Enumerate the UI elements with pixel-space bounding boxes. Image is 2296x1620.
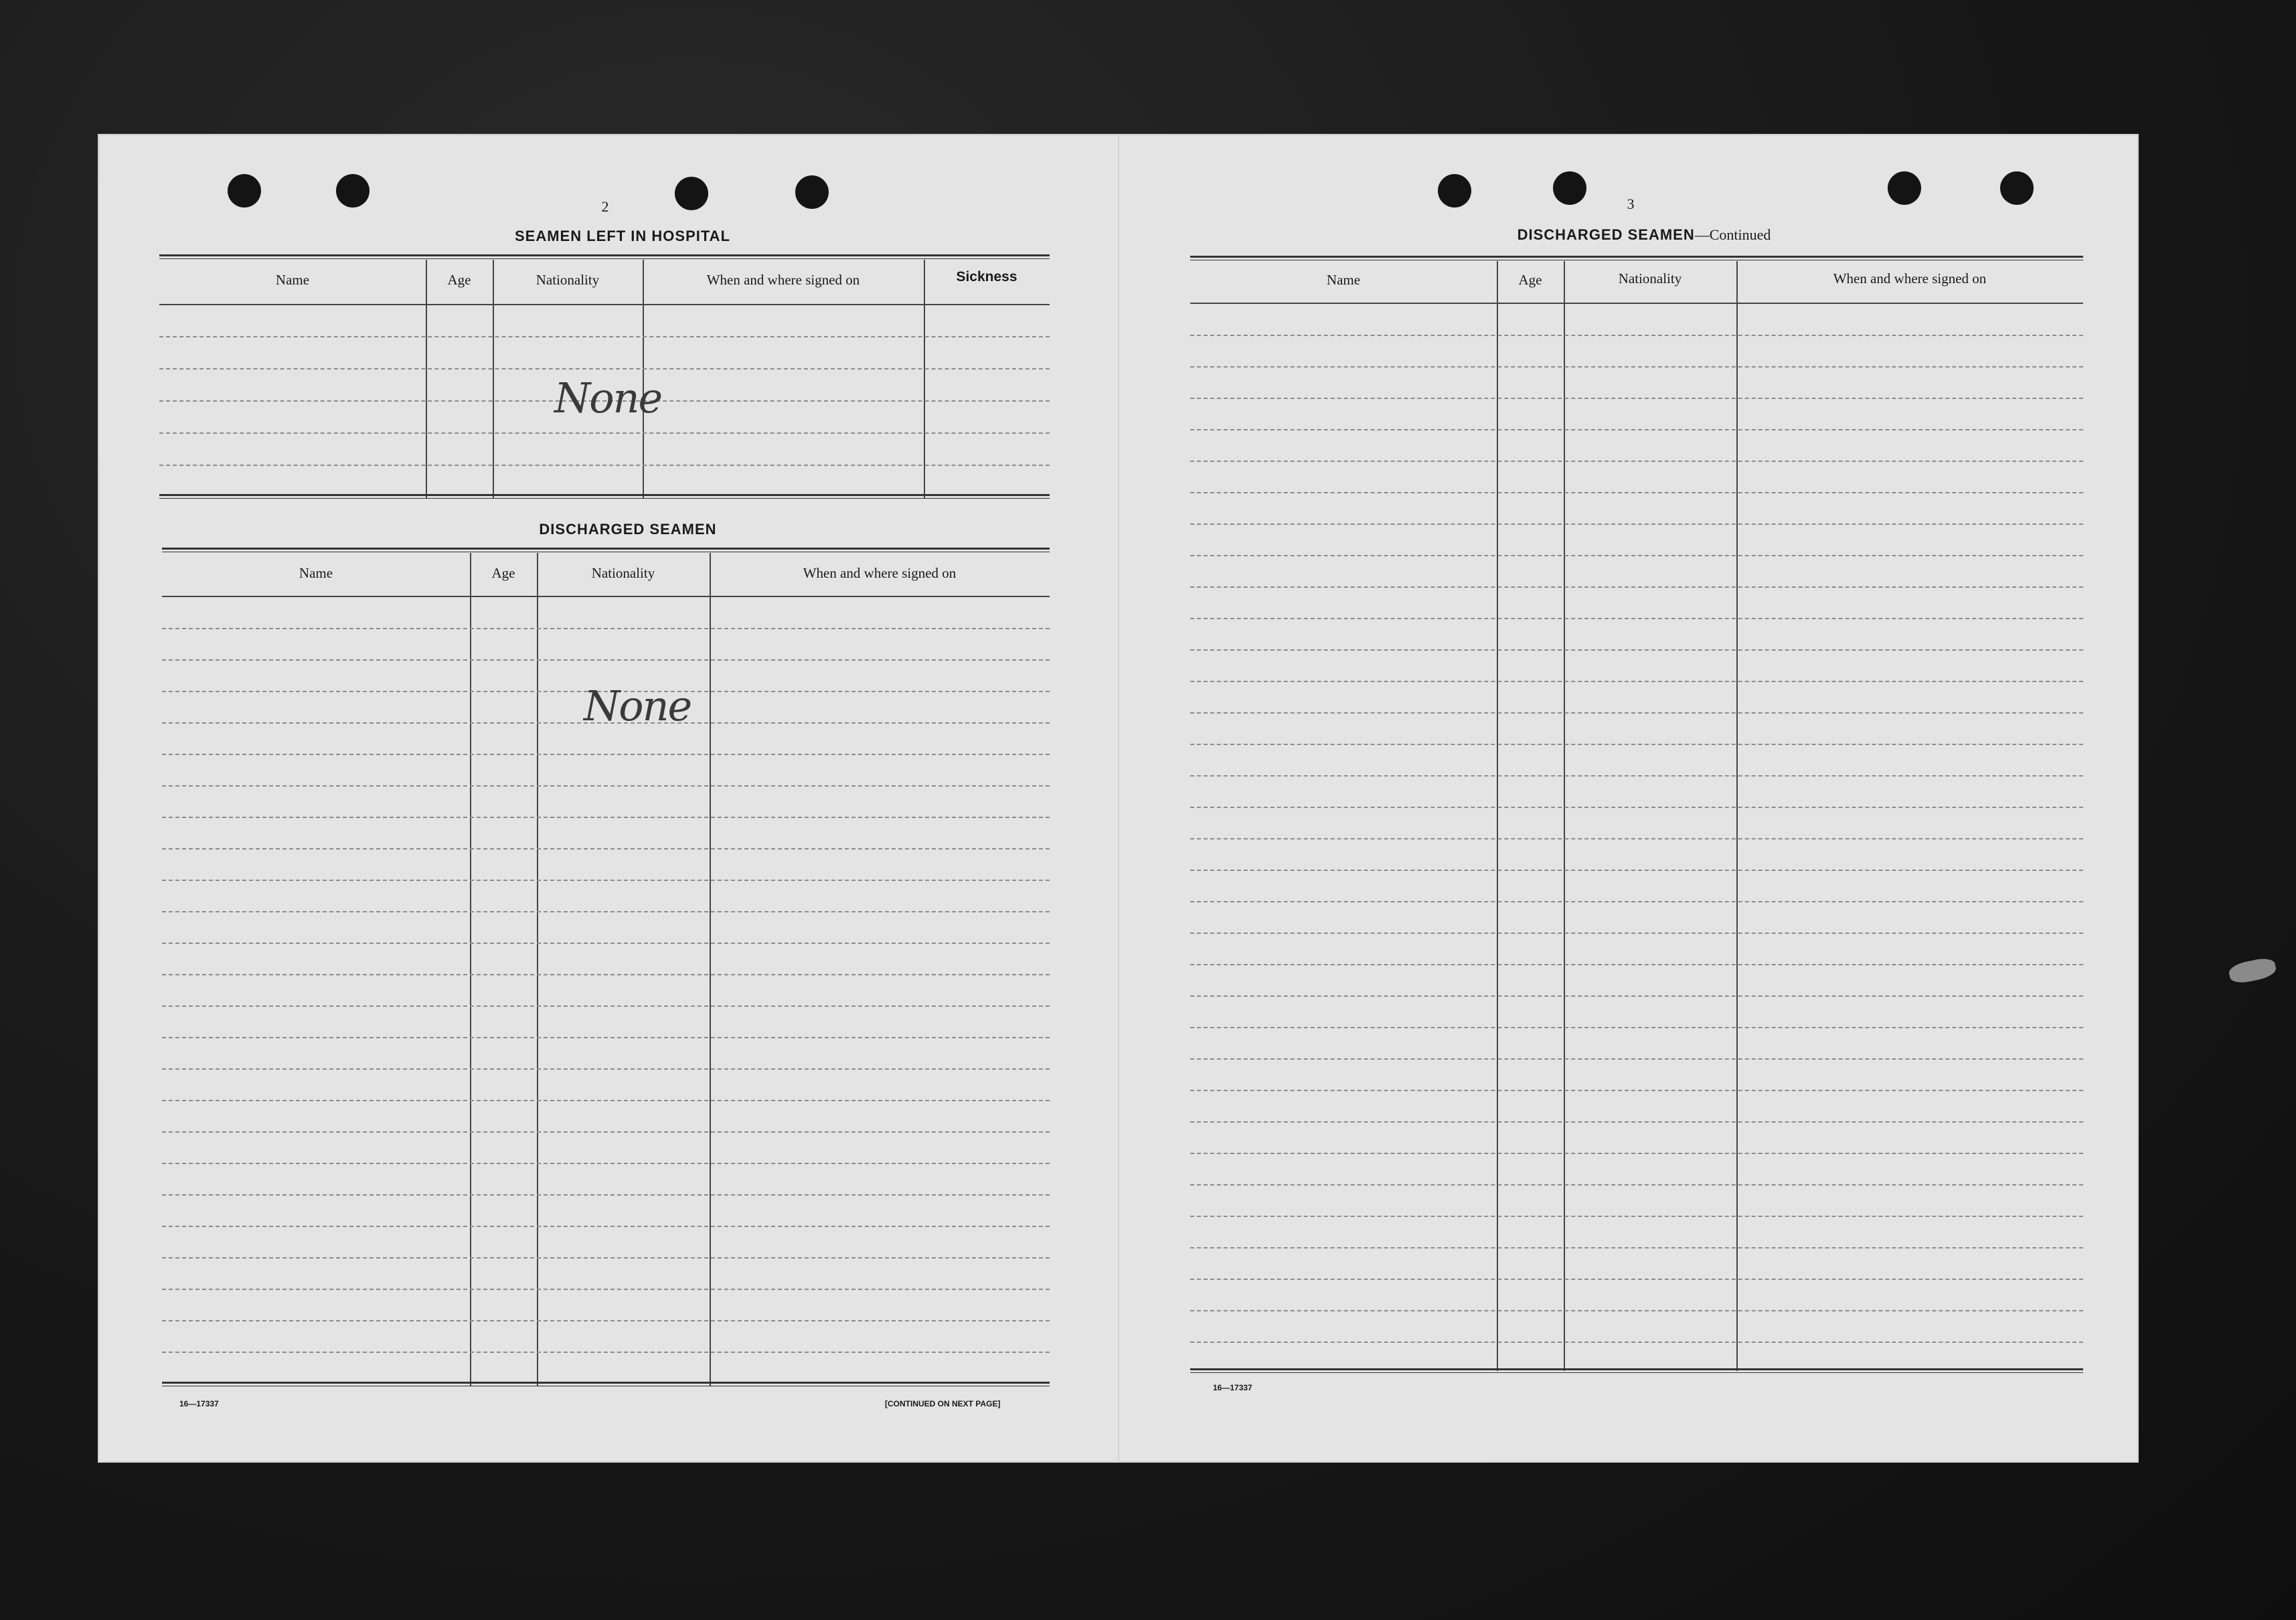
table-row-line xyxy=(1190,429,2083,430)
col-header-sickness: Sickness xyxy=(956,269,1017,285)
table-row-line xyxy=(1190,1121,2083,1123)
page-number-left: 2 xyxy=(601,198,609,215)
table-row-line xyxy=(1190,712,2083,714)
col-header-signed-on: When and where signed on xyxy=(706,272,860,288)
punch-hole xyxy=(1553,171,1586,205)
discharged-table-right xyxy=(1190,256,2083,1378)
table-row-line xyxy=(1190,555,2083,556)
table-row-line xyxy=(1190,1090,2083,1091)
table-row-line xyxy=(1190,1184,2083,1186)
table-row-line xyxy=(1190,1310,2083,1311)
table-row-line xyxy=(162,943,1050,944)
hospital-section-title: SEAMEN LEFT IN HOSPITAL xyxy=(514,228,731,244)
col-header-nationality: Nationality xyxy=(536,272,600,288)
discharged-continued-title xyxy=(1343,226,1945,244)
col-header-age: Age xyxy=(447,272,471,288)
table-row-line xyxy=(162,1131,1050,1133)
table-row-line xyxy=(1190,366,2083,368)
table-row-line xyxy=(1190,1279,2083,1280)
table-row-line xyxy=(1190,492,2083,493)
table-row-line xyxy=(162,1005,1050,1007)
center-fold xyxy=(1118,134,1119,1463)
table-top-rule xyxy=(162,548,1050,552)
col-header-nationality: Nationality xyxy=(1618,270,1682,287)
table-row-line xyxy=(162,628,1050,629)
table-row-line xyxy=(162,1226,1050,1227)
table-row-line xyxy=(1190,523,2083,525)
col-header-signed-on: When and where signed on xyxy=(1833,270,1987,287)
column-divider xyxy=(537,553,538,1386)
table-row-line xyxy=(162,974,1050,975)
table-row-line xyxy=(1190,1342,2083,1343)
column-divider xyxy=(710,553,711,1386)
continued-note: [CONTINUED ON NEXT PAGE] xyxy=(885,1399,1001,1408)
column-divider xyxy=(1497,261,1498,1371)
discharged-section-title: DISCHARGED SEAMEN xyxy=(539,521,717,538)
table-row-line xyxy=(1190,901,2083,902)
form-code-right: 16—17337 xyxy=(1213,1383,1252,1392)
table-row-line xyxy=(1190,1247,2083,1248)
discharged-continued-title-main: DISCHARGED SEAMEN xyxy=(1517,226,1695,243)
table-row-line xyxy=(1190,838,2083,839)
table-row-line xyxy=(159,432,1050,434)
table-row-line xyxy=(162,785,1050,787)
table-row-line xyxy=(162,1320,1050,1321)
page-number-right: 3 xyxy=(1627,195,1635,212)
form-code-left: 16—17337 xyxy=(179,1399,219,1408)
col-header-age: Age xyxy=(1518,272,1542,288)
table-row-line xyxy=(162,1194,1050,1196)
column-divider xyxy=(924,260,925,498)
table-row-line xyxy=(1190,775,2083,777)
table-row-line xyxy=(1190,870,2083,871)
col-header-nationality: Nationality xyxy=(591,565,655,581)
table-row-line xyxy=(1190,335,2083,336)
table-row-line xyxy=(162,659,1050,661)
table-row-line xyxy=(162,1352,1050,1353)
table-row-line xyxy=(162,1289,1050,1290)
table-row-line xyxy=(162,1068,1050,1070)
table-row-line xyxy=(162,911,1050,912)
table-row-line xyxy=(1190,586,2083,588)
table-top-rule xyxy=(159,254,1050,259)
col-header-name: Name xyxy=(299,565,333,581)
header-rule xyxy=(162,596,1050,597)
discharged-continued-suffix: —Continued xyxy=(1694,226,1771,243)
table-bottom-rule xyxy=(1190,1368,2083,1373)
punch-hole xyxy=(795,175,829,209)
punch-hole xyxy=(228,174,261,208)
table-row-line xyxy=(162,880,1050,881)
table-row-line xyxy=(1190,807,2083,808)
register-spread xyxy=(98,134,2139,1463)
header-rule xyxy=(159,304,1050,305)
handwritten-none: None xyxy=(554,374,662,422)
header-rule xyxy=(1190,303,2083,304)
table-row-line xyxy=(1190,744,2083,745)
punch-hole xyxy=(1888,171,1921,205)
table-row-line xyxy=(1190,1216,2083,1217)
column-divider xyxy=(470,553,471,1386)
table-top-rule xyxy=(1190,256,2083,260)
col-header-signed-on: When and where signed on xyxy=(803,565,957,581)
column-divider xyxy=(1736,261,1738,1371)
table-row-line xyxy=(162,1100,1050,1101)
table-row-line xyxy=(1190,1058,2083,1060)
table-row-line xyxy=(162,1257,1050,1259)
table-row-line xyxy=(1190,995,2083,997)
table-row-line xyxy=(162,1163,1050,1164)
hospital-table xyxy=(159,254,1050,503)
table-row-line xyxy=(1190,964,2083,965)
punch-hole xyxy=(1438,174,1471,208)
table-row-line xyxy=(1190,681,2083,682)
column-divider xyxy=(426,260,427,498)
punch-hole xyxy=(336,174,370,208)
table-row-line xyxy=(162,817,1050,818)
table-row-line xyxy=(1190,461,2083,462)
col-header-name: Name xyxy=(1326,272,1361,288)
table-row-line xyxy=(1190,649,2083,651)
table-row-line xyxy=(159,465,1050,466)
column-divider xyxy=(1564,261,1565,1371)
table-row-line xyxy=(162,754,1050,755)
table-row-line xyxy=(1190,1153,2083,1154)
discharged-table-left xyxy=(162,548,1050,1392)
column-divider xyxy=(493,260,494,498)
table-row-line xyxy=(159,336,1050,337)
table-row-line xyxy=(162,1037,1050,1038)
table-bottom-rule xyxy=(162,1382,1050,1386)
table-bottom-rule xyxy=(159,494,1050,499)
table-row-line xyxy=(1190,618,2083,619)
table-row-line xyxy=(159,368,1050,370)
punch-hole xyxy=(2000,171,2034,205)
col-header-age: Age xyxy=(491,565,515,581)
table-row-line xyxy=(1190,1027,2083,1028)
table-row-line xyxy=(1190,933,2083,934)
handwritten-none: None xyxy=(584,681,691,730)
col-header-name: Name xyxy=(275,272,310,288)
table-row-line xyxy=(162,848,1050,849)
table-row-line xyxy=(1190,398,2083,399)
punch-hole xyxy=(675,177,708,210)
